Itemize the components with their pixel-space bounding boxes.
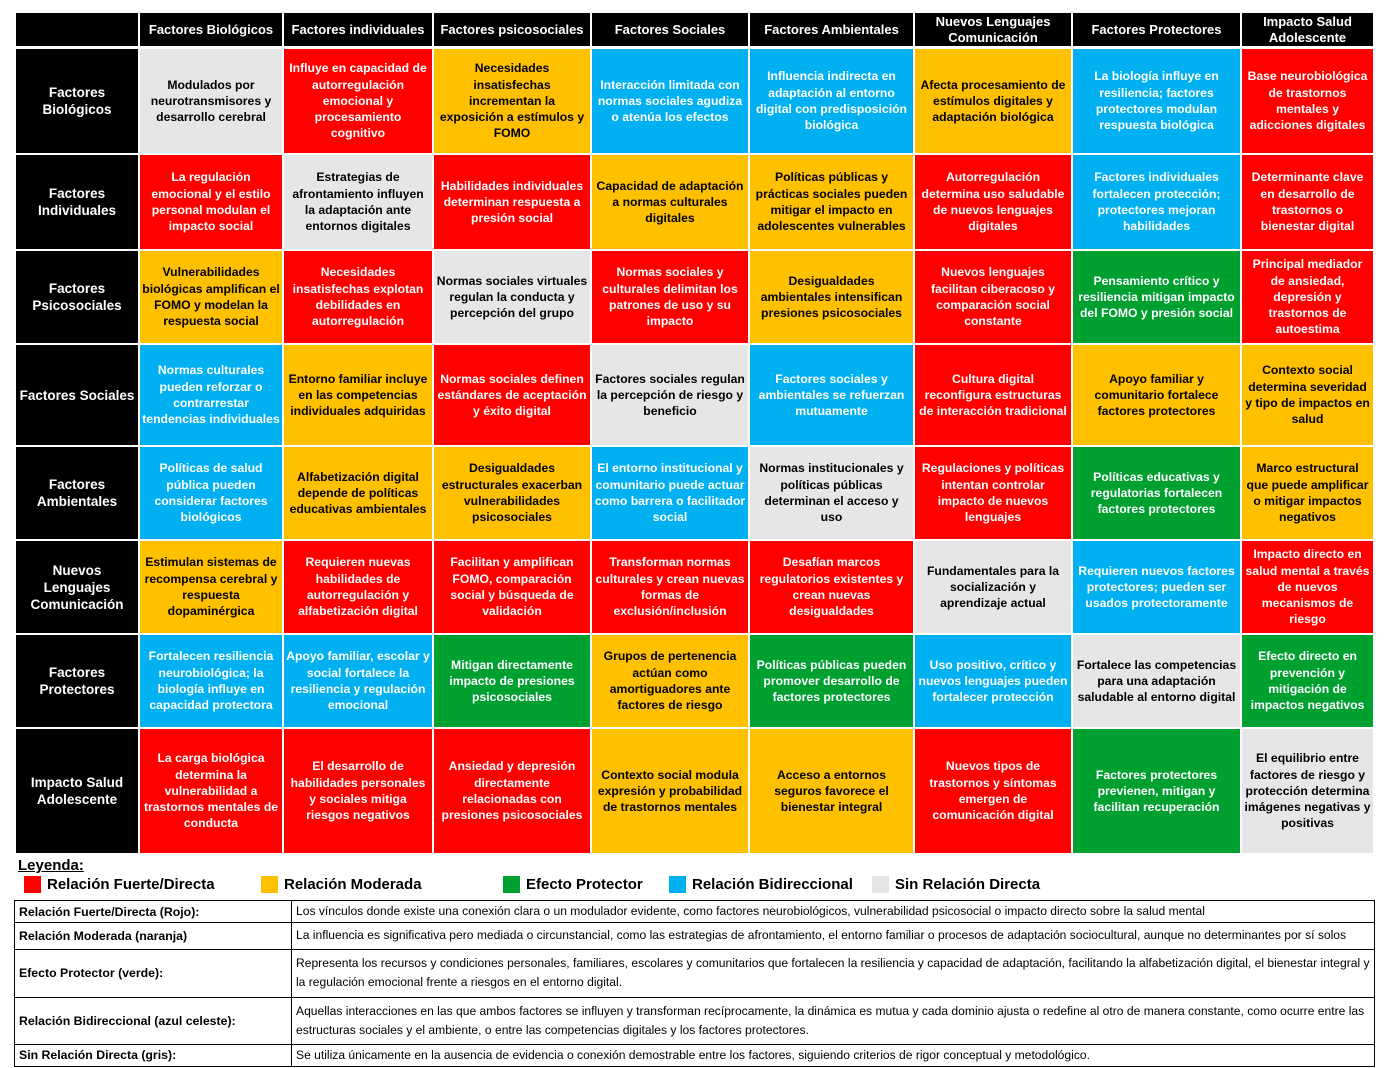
matrix-cell: Fundamentales para la socialización y aprendizaje actual <box>915 541 1071 633</box>
legend-swatch <box>669 876 686 893</box>
row-header: Factores Individuales <box>16 155 138 249</box>
column-header: Factores Biológicos <box>140 13 282 46</box>
legend-keys <box>0 876 1386 898</box>
matrix-cell: Impacto directo en salud mental a través de nuevos mecanismos de riesgo <box>1242 541 1373 633</box>
matrix-cell: Efecto directo en prevención y mitigación de impactos negativos <box>1242 635 1373 727</box>
matrix-cell: Desigualdades estructurales exacerban vulnerabilidades psicosociales <box>434 447 590 539</box>
matrix-cell: La carga biológica determina la vulnerabilidad a trastornos mentales de conducta <box>140 729 282 853</box>
matrix-cell: Autorregulación determina uso saludable de nuevos lenguajes digitales <box>915 155 1071 249</box>
matrix-cell: Transforman normas culturales y crean nuevas formas de exclusión/inclusión <box>592 541 748 633</box>
matrix-cell: Normas sociales virtuales regulan la conducta y percepción del grupo <box>434 251 590 343</box>
matrix-cell: Políticas de salud pública pueden considerar factores biológicos <box>140 447 282 539</box>
matrix-cell: Normas culturales pueden reforzar o contrarrestar tendencias individuales <box>140 345 282 445</box>
matrix-cell: Apoyo familiar, escolar y social fortalece la resiliencia y regulación emocional <box>284 635 432 727</box>
matrix-cell: Mitigan directamente impacto de presiones psicosociales <box>434 635 590 727</box>
matrix-cell: La biología influye en resiliencia; factores protectores modulan respuesta biológica <box>1073 49 1240 153</box>
column-header: Factores Protectores <box>1073 13 1240 46</box>
definition-term: Sin Relación Directa (gris): <box>15 1044 292 1066</box>
matrix-cell: Capacidad de adaptación a normas culturales digitales <box>592 155 748 249</box>
matrix-cell: Principal mediador de ansiedad, depresión y trastornos de autoestima <box>1242 251 1373 343</box>
legend-label: Relación Fuerte/Directa <box>47 876 215 893</box>
matrix-cell: Grupos de pertenencia actúan como amortiguadores ante factores de riesgo <box>592 635 748 727</box>
definition-description: Se utiliza únicamente en la ausencia de evidencia o conexión demostrable entre los factores, siguiendo criterios de rigor conceptual y metodológico. <box>292 1044 1375 1066</box>
definition-row <box>15 1044 1375 1066</box>
row-header: Factores Ambientales <box>16 447 138 539</box>
matrix-cell: El entorno institucional y comunitario puede actuar como barrera o facilitador social <box>592 447 748 539</box>
row-header: Factores Psicosociales <box>16 251 138 343</box>
matrix-cell: El desarrollo de habilidades personales y sociales mitiga riesgos negativos <box>284 729 432 853</box>
column-header: Factores individuales <box>284 13 432 46</box>
definition-term: Efecto Protector (verde): <box>15 949 292 998</box>
matrix-cell: Factores protectores previenen, mitigan y facilitan recuperación <box>1073 729 1240 853</box>
matrix-cell: Facilitan y amplifican FOMO, comparación social y búsqueda de validación <box>434 541 590 633</box>
legend-swatch <box>872 876 889 893</box>
matrix-cell: Políticas públicas pueden promover desarrollo de factores protectores <box>750 635 913 727</box>
matrix-cell: Afecta procesamiento de estímulos digitales y adaptación biológica <box>915 49 1071 153</box>
row-header: Factores Biológicos <box>16 49 138 153</box>
row-header: Impacto Salud Adolescente <box>16 729 138 853</box>
matrix-corner <box>16 13 138 46</box>
matrix-cell: Regulaciones y políticas intentan controlar impacto de nuevos lenguajes <box>915 447 1071 539</box>
matrix-cell: Requieren nuevas habilidades de autorregulación y alfabetización digital <box>284 541 432 633</box>
column-header: Nuevos Lenguajes Comunicación <box>915 13 1071 46</box>
matrix-cell: Fortalecen resiliencia neurobiológica; la biología influye en capacidad protectora <box>140 635 282 727</box>
matrix-cell: Influencia indirecta en adaptación al entorno digital con predisposición biológica <box>750 49 913 153</box>
matrix-cell: Normas sociales y culturales delimitan los patrones de uso y su impacto <box>592 251 748 343</box>
definition-row <box>15 923 1375 949</box>
matrix-cell: Factores sociales regulan la percepción de riesgo y beneficio <box>592 345 748 445</box>
matrix-cell: Políticas educativas y regulatorias fortalecen factores protectores <box>1073 447 1240 539</box>
column-header: Factores psicosociales <box>434 13 590 46</box>
row-header: Factores Protectores <box>16 635 138 727</box>
matrix-cell: Nuevos lenguajes facilitan ciberacoso y comparación social constante <box>915 251 1071 343</box>
legend-swatch <box>24 876 41 893</box>
matrix-cell: Requieren nuevos factores protectores; pueden ser usados protectoramente <box>1073 541 1240 633</box>
matrix-cell: Modulados por neurotransmisores y desarrollo cerebral <box>140 49 282 153</box>
legend-swatch <box>261 876 278 893</box>
definition-term: Relación Moderada (naranja) <box>15 923 292 949</box>
matrix-cell: Apoyo familiar y comunitario fortalece factores protectores <box>1073 345 1240 445</box>
matrix-cell: Cultura digital reconfigura estructuras de interacción tradicional <box>915 345 1071 445</box>
matrix-cell: Factores individuales fortalecen protección; protectores mejoran habilidades <box>1073 155 1240 249</box>
matrix-cell: Entorno familiar incluye en las competencias individuales adquiridas <box>284 345 432 445</box>
row-header: Nuevos Lenguajes Comunicación <box>16 541 138 633</box>
matrix-cell: La regulación emocional y el estilo personal modulan el impacto social <box>140 155 282 249</box>
definition-term: Relación Bidireccional (azul celeste): <box>15 998 292 1045</box>
legend-key <box>669 876 853 893</box>
matrix-cell: Fortalece las competencias para una adaptación saludable al entorno digital <box>1073 635 1240 727</box>
matrix-cell: Ansiedad y depresión directamente relacionadas con presiones psicosociales <box>434 729 590 853</box>
matrix-cell: Base neurobiológica de trastornos mentales y adicciones digitales <box>1242 49 1373 153</box>
legend-key <box>503 876 643 893</box>
matrix-cell: Desafían marcos regulatorios existentes y crean nuevas desigualdades <box>750 541 913 633</box>
matrix-cell: Vulnerabilidades biológicas amplifican el FOMO y modelan la respuesta social <box>140 251 282 343</box>
column-header: Impacto Salud Adolescente <box>1242 13 1373 46</box>
legend-definitions-table <box>14 900 1375 1067</box>
matrix-cell: Pensamiento crítico y resiliencia mitigan impacto del FOMO y presión social <box>1073 251 1240 343</box>
matrix-cell: Marco estructural que puede amplificar o mitigar impactos negativos <box>1242 447 1373 539</box>
legend-title: Leyenda: <box>18 857 84 874</box>
definition-row <box>15 998 1375 1045</box>
legend-label: Relación Bidireccional <box>692 876 853 893</box>
matrix-cell: Desigualdades ambientales intensifican presiones psicosociales <box>750 251 913 343</box>
matrix-cell: Habilidades individuales determinan respuesta a presión social <box>434 155 590 249</box>
column-header: Factores Ambientales <box>750 13 913 46</box>
definition-description: Representa los recursos y condiciones personales, familiares, escolares y comunitarios que fortalecen la resiliencia y capacidad de adaptación, facilitando la alfabetización digital, el bienestar integral y la regulación emocional frente a riesgos en el entorno digital. <box>292 949 1375 998</box>
definition-description: Aquellas interacciones en las que ambos factores se influyen y transforman recíprocamente, la dinámica es mutua y cada dominio ajusta o redefine al otro de manera constante, como ocurre entre las estructuras sociales y el ambiente, o entre las competencias digitales y los factores protectores. <box>292 998 1375 1045</box>
legend-key <box>261 876 422 893</box>
matrix-cell: Uso positivo, crítico y nuevos lenguajes pueden fortalecer protección <box>915 635 1071 727</box>
matrix-cell: Contexto social determina severidad y tipo de impactos en salud <box>1242 345 1373 445</box>
matrix-cell: Nuevos tipos de trastornos y síntomas emergen de comunicación digital <box>915 729 1071 853</box>
legend-label: Relación Moderada <box>284 876 422 893</box>
matrix-cell: Contexto social modula expresión y probabilidad de trastornos mentales <box>592 729 748 853</box>
matrix-cell: Normas sociales definen estándares de aceptación y éxito digital <box>434 345 590 445</box>
matrix-cell: El equilibrio entre factores de riesgo y protección determina imágenes negativas y positivas <box>1242 729 1373 853</box>
legend-label: Efecto Protector <box>526 876 643 893</box>
matrix-cell: Interacción limitada con normas sociales agudiza o atenúa los efectos <box>592 49 748 153</box>
definition-description: La influencia es significativa pero mediada o circunstancial, como las estrategias de afrontamiento, el entorno familiar o procesos de adaptación sociocultural, aunque no determinantes por sí solos <box>292 923 1375 949</box>
legend-key <box>872 876 1040 893</box>
matrix-cell: Necesidades insatisfechas incrementan la exposición a estímulos y FOMO <box>434 49 590 153</box>
matrix-cell: Determinante clave en desarrollo de trastornos o bienestar digital <box>1242 155 1373 249</box>
row-header: Factores Sociales <box>16 345 138 445</box>
matrix-cell: Estrategias de afrontamiento influyen la adaptación ante entornos digitales <box>284 155 432 249</box>
matrix-cell: Acceso a entornos seguros favorece el bienestar integral <box>750 729 913 853</box>
definition-term: Relación Fuerte/Directa (Rojo): <box>15 901 292 923</box>
legend-label: Sin Relación Directa <box>895 876 1041 893</box>
definition-row <box>15 901 1375 923</box>
matrix-cell: Normas institucionales y políticas públicas determinan el acceso y uso <box>750 447 913 539</box>
relationship-matrix <box>16 13 1373 853</box>
definition-description: Los vínculos donde existe una conexión clara o un modulador evidente, como factores neurobiológicos, vulnerabilidad psicosocial o impacto directo sobre la salud mental <box>292 901 1375 923</box>
legend-swatch <box>503 876 520 893</box>
matrix-cell: Alfabetización digital depende de políticas educativas ambientales <box>284 447 432 539</box>
matrix-cell: Estimulan sistemas de recompensa cerebral y respuesta dopaminérgica <box>140 541 282 633</box>
definition-row <box>15 949 1375 998</box>
matrix-cell: Necesidades insatisfechas explotan debilidades en autorregulación <box>284 251 432 343</box>
legend-key <box>24 876 215 893</box>
matrix-cell: Políticas públicas y prácticas sociales pueden mitigar el impacto en adolescentes vulnerables <box>750 155 913 249</box>
matrix-cell: Factores sociales y ambientales se refuerzan mutuamente <box>750 345 913 445</box>
column-header: Factores Sociales <box>592 13 748 46</box>
matrix-cell: Influye en capacidad de autorregulación emocional y procesamiento cognitivo <box>284 49 432 153</box>
